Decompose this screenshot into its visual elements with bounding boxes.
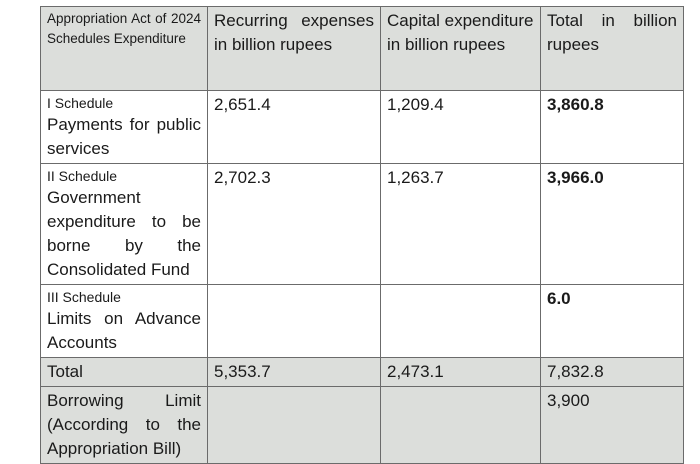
schedule-cell (41, 285, 208, 358)
schedule-description: Payments for public services (47, 115, 201, 158)
total-cell: 6.0 (541, 285, 684, 358)
table-row (41, 91, 684, 164)
total-capital: 2,473.1 (381, 358, 541, 387)
borrowing-recurring (208, 387, 381, 464)
header-total: Total in billion rupees (541, 7, 684, 91)
total-grand: 7,832.8 (541, 358, 684, 387)
table-row (41, 285, 684, 358)
recurring-cell (208, 285, 381, 358)
header-schedules: Appropriation Act of 2024 Schedules Expenditure (41, 7, 208, 91)
schedule-description: Government expenditure to be borne by the Consolidated Fund (47, 188, 201, 279)
schedule-description: Limits on Advance Accounts (47, 309, 201, 352)
schedule-cell (41, 91, 208, 164)
borrowing-limit-row (41, 387, 684, 464)
recurring-cell: 2,651.4 (208, 91, 381, 164)
capital-cell (381, 285, 541, 358)
total-row (41, 358, 684, 387)
appropriation-table (40, 6, 684, 464)
schedule-label: II Schedule (47, 168, 118, 184)
schedule-label: I Schedule (47, 95, 114, 111)
capital-cell: 1,263.7 (381, 164, 541, 285)
total-cell: 3,860.8 (541, 91, 684, 164)
total-label: Total (41, 358, 208, 387)
borrowing-limit-label: Borrowing Limit (According to the Appropriation Bill) (41, 387, 208, 464)
borrowing-total: 3,900 (541, 387, 684, 464)
table-row (41, 164, 684, 285)
header-recurring: Recurring expenses in billion rupees (208, 7, 381, 91)
recurring-cell: 2,702.3 (208, 164, 381, 285)
schedule-cell (41, 164, 208, 285)
total-cell: 3,966.0 (541, 164, 684, 285)
header-capital: Capital expenditure in billion rupees (381, 7, 541, 91)
schedule-label: III Schedule (47, 289, 121, 305)
total-recurring: 5,353.7 (208, 358, 381, 387)
borrowing-capital (381, 387, 541, 464)
table-header-row (41, 7, 684, 91)
capital-cell: 1,209.4 (381, 91, 541, 164)
